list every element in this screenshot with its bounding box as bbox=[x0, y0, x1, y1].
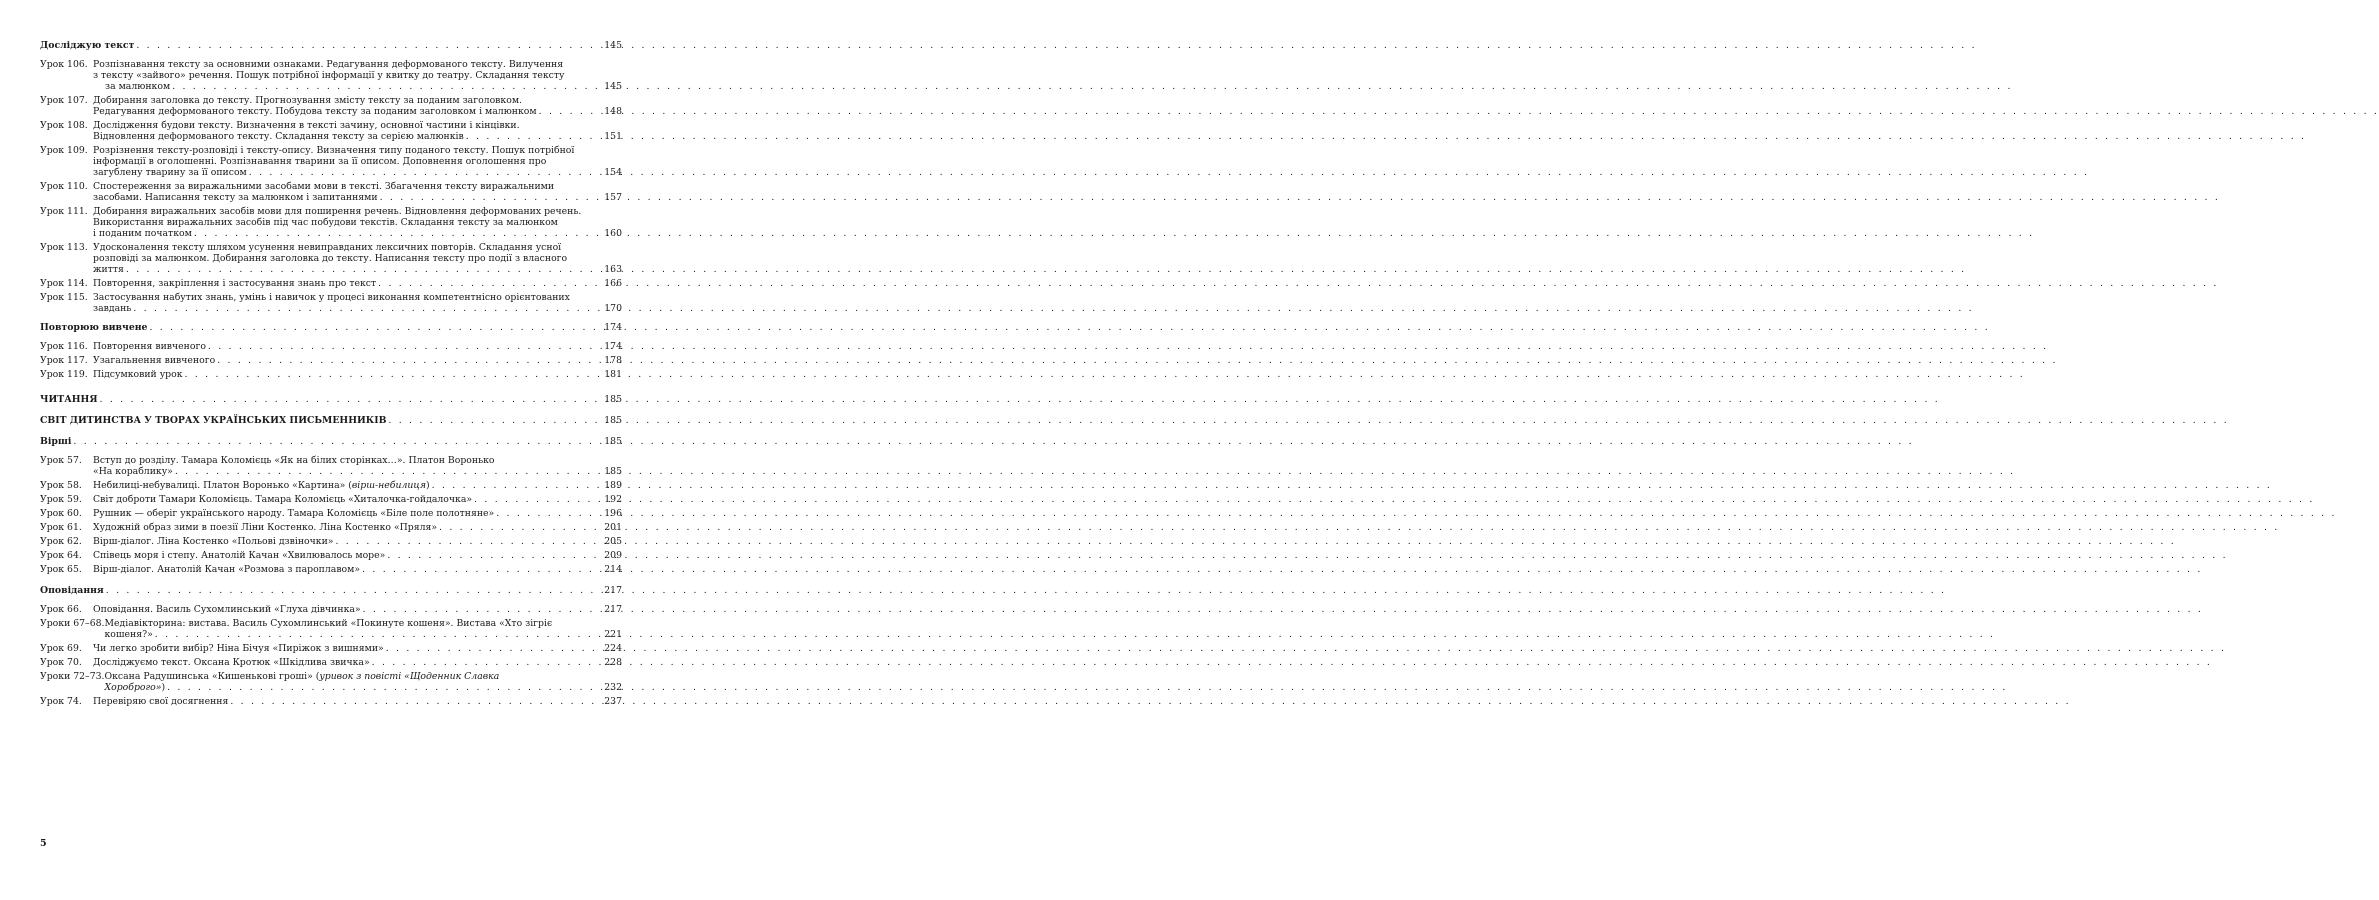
entry-last-line bbox=[93, 466, 622, 477]
entry-last-line bbox=[105, 629, 623, 640]
toc-entry bbox=[40, 292, 622, 314]
entry-body bbox=[93, 494, 622, 505]
lesson-label: Урок 119. bbox=[40, 369, 88, 380]
entry-last-line bbox=[93, 264, 622, 275]
toc-entry bbox=[40, 618, 622, 640]
entry-text-line: Оповідання. Василь Сухомлинський «Глуха дівчинка» bbox=[93, 604, 361, 615]
toc-entry bbox=[40, 341, 622, 352]
entry-body bbox=[93, 120, 622, 142]
page-number: 5 bbox=[40, 838, 47, 849]
toc-heading bbox=[40, 436, 622, 447]
lesson-label: Урок 114. bbox=[40, 278, 88, 289]
page-ref: 224 bbox=[604, 643, 622, 654]
page-ref: 181 bbox=[604, 369, 622, 380]
toc-entry bbox=[40, 522, 622, 533]
leader-dots bbox=[464, 131, 604, 142]
lesson-label: Уроки 72–73. bbox=[40, 671, 105, 682]
entry-text-line: життя bbox=[93, 264, 124, 275]
section-title: Досліджую текст bbox=[40, 40, 135, 51]
entry-last-line bbox=[93, 192, 622, 203]
leader-dots bbox=[173, 466, 604, 477]
leader-dots bbox=[385, 550, 604, 561]
toc-entry bbox=[40, 671, 622, 693]
entry-text-line: інформації в оголошенні. Розпізнавання тварини за її описом. Доповнення оголошення про bbox=[93, 156, 547, 167]
entry-text-line: загублену тварину за її описом bbox=[93, 167, 247, 178]
toc-heading bbox=[40, 415, 622, 426]
lesson-label: Урок 115. bbox=[40, 292, 88, 303]
entry-body bbox=[93, 536, 622, 547]
page-ref: 145 bbox=[604, 81, 622, 92]
entry-text-line: Розпізнавання тексту за основними ознаками. Редагування деформованого тексту. Вилучення bbox=[93, 59, 564, 70]
toc-entry bbox=[40, 508, 622, 519]
toc-entry bbox=[40, 95, 622, 117]
toc-entry bbox=[40, 242, 622, 275]
entry-body bbox=[93, 95, 622, 117]
lesson-label: Урок 61. bbox=[40, 522, 82, 533]
page-ref: 196 bbox=[604, 508, 622, 519]
page-ref: 189 bbox=[604, 480, 622, 491]
entry-body bbox=[93, 341, 622, 352]
entry-last-line bbox=[93, 228, 622, 239]
entry-last-line bbox=[93, 696, 622, 707]
toc-heading bbox=[40, 322, 622, 333]
toc-entry bbox=[40, 550, 622, 561]
entry-body bbox=[40, 415, 622, 426]
entry-last-line bbox=[93, 657, 622, 668]
lesson-label: Урок 59. bbox=[40, 494, 82, 505]
leader-dots bbox=[360, 564, 604, 575]
lesson-label: Урок 111. bbox=[40, 206, 88, 217]
entry-text-line: за малюнком bbox=[105, 81, 171, 92]
leader-dots bbox=[386, 415, 604, 426]
entry-body bbox=[93, 604, 622, 615]
page-ref: 160 bbox=[604, 228, 622, 239]
leader-dots bbox=[384, 643, 605, 654]
leader-dots bbox=[333, 536, 604, 547]
toc-entry bbox=[40, 657, 622, 668]
leader-dots bbox=[98, 394, 605, 405]
leader-dots bbox=[437, 522, 604, 533]
entry-text-line: Редагування деформованого тексту. Побудова тексту за поданим заголовком і малюнком bbox=[93, 106, 537, 117]
leader-dots bbox=[124, 264, 604, 275]
leader-dots bbox=[361, 604, 605, 615]
entry-last-line bbox=[93, 303, 622, 314]
page-ref: 166 bbox=[604, 278, 622, 289]
leader-dots bbox=[228, 696, 604, 707]
entry-text-line: Вступ до розділу. Тамара Коломієць «Як на білих сторінках…». Платон Воронько bbox=[93, 455, 495, 466]
entry-body bbox=[40, 585, 622, 596]
lesson-label: Урок 110. bbox=[40, 181, 88, 192]
leader-dots bbox=[104, 585, 604, 596]
entry-last-line bbox=[93, 131, 622, 142]
entry-last-line bbox=[40, 322, 622, 333]
lesson-label: Урок 109. bbox=[40, 145, 88, 156]
page-ref: 178 bbox=[604, 355, 622, 366]
entry-body bbox=[93, 145, 622, 178]
toc-entry bbox=[40, 455, 622, 477]
entry-body bbox=[93, 206, 622, 239]
leader-dots bbox=[370, 657, 605, 668]
entry-body bbox=[93, 657, 622, 668]
leader-dots bbox=[165, 682, 604, 693]
entry-text-line: Підсумковий урок bbox=[93, 369, 183, 380]
entry-text-line: Досліджуємо текст. Оксана Кротюк «Шкідлива звичка» bbox=[93, 657, 370, 668]
toc-entry bbox=[40, 564, 622, 575]
toc-entry bbox=[40, 355, 622, 366]
lesson-label: Урок 57. bbox=[40, 455, 82, 466]
entry-text-line: Удосконалення тексту шляхом усунення невиправданих лексичних повторів. Складання усної bbox=[93, 242, 562, 253]
page-ref: 151 bbox=[604, 131, 622, 142]
page-ref: 157 bbox=[604, 192, 622, 203]
toc-entry bbox=[40, 120, 622, 142]
entry-body bbox=[93, 550, 622, 561]
entry-last-line bbox=[93, 536, 622, 547]
lesson-label: Урок 108. bbox=[40, 120, 88, 131]
page-ref: 148 bbox=[604, 106, 622, 117]
page-ref: 163 bbox=[604, 264, 622, 275]
lesson-label: Урок 65. bbox=[40, 564, 82, 575]
entry-last-line bbox=[40, 436, 622, 447]
lesson-label: Урок 116. bbox=[40, 341, 88, 352]
toc-heading bbox=[40, 40, 622, 51]
entry-last-line bbox=[93, 369, 622, 380]
entry-last-line bbox=[40, 585, 622, 596]
entry-body bbox=[93, 59, 622, 92]
entry-body bbox=[93, 369, 622, 380]
page-ref: 205 bbox=[604, 536, 622, 547]
entry-last-line bbox=[93, 355, 622, 366]
lesson-label: Урок 107. bbox=[40, 95, 88, 106]
entry-text-line: Відновлення деформованого тексту. Складання тексту за серією малюнків bbox=[93, 131, 464, 142]
entry-text-line: Світ доброти Тамари Коломієць. Тамара Коломієць «Хиталочка-гойдалочка» bbox=[93, 494, 473, 505]
entry-text-line: Вірш-діалог. Ліна Костенко «Польові дзвіночки» bbox=[93, 536, 334, 547]
entry-body bbox=[93, 355, 622, 366]
page-ref: 174 bbox=[604, 341, 622, 352]
lesson-label: Урок 74. bbox=[40, 696, 82, 707]
entry-text-line: Оксана Радушинська «Кишенькові гроші» (уривок з повісті «Щоденник Славка bbox=[104, 671, 500, 682]
toc-entry bbox=[40, 59, 622, 92]
entry-last-line bbox=[40, 415, 622, 426]
toc-heading bbox=[40, 585, 622, 596]
page-ref: 214 bbox=[604, 564, 622, 575]
entry-body bbox=[93, 292, 622, 314]
page-ref: 170 bbox=[604, 303, 622, 314]
toc-entry bbox=[40, 494, 622, 505]
toc-entry bbox=[40, 206, 622, 239]
entry-body bbox=[40, 394, 622, 405]
section-title: ЧИТАННЯ bbox=[40, 394, 98, 405]
entry-body bbox=[93, 480, 622, 491]
entry-text-line: Застосування набутих знань, умінь і навичок у процесі виконання компетентнісно орієнтованих bbox=[93, 292, 570, 303]
leader-dots bbox=[131, 303, 604, 314]
entry-last-line bbox=[40, 394, 622, 405]
page-ref: 232 bbox=[604, 682, 622, 693]
entry-text-line: Співець моря і степу. Анатолій Качан «Хвилювалось море» bbox=[93, 550, 386, 561]
entry-body bbox=[93, 181, 622, 203]
lesson-label: Уроки 67–68. bbox=[40, 618, 105, 629]
entry-body bbox=[40, 436, 622, 447]
entry-text-line: Небилиці-небувалиці. Платон Воронько «Картина» (вірш-небилиця) bbox=[93, 480, 430, 491]
entry-text-line: «На кораблику» bbox=[93, 466, 173, 477]
entry-last-line bbox=[93, 604, 622, 615]
entry-last-line bbox=[93, 81, 622, 92]
section-title: Повторюю вивчене bbox=[40, 322, 148, 333]
entry-text-line: Художній образ зими в поезії Ліни Костенко. Ліна Костенко «Пряля» bbox=[93, 522, 438, 533]
leader-dots bbox=[206, 341, 604, 352]
entry-last-line bbox=[93, 643, 622, 654]
lesson-label: Урок 60. bbox=[40, 508, 82, 519]
entry-text-line: розповіді за малюнком. Добирання заголовка до тексту. Написання тексту про події з власного bbox=[93, 253, 568, 264]
page-ref: 217 bbox=[604, 585, 622, 596]
page-ref: 228 bbox=[604, 657, 622, 668]
entry-body bbox=[93, 643, 622, 654]
lesson-label: Урок 58. bbox=[40, 480, 82, 491]
entry-last-line bbox=[93, 278, 622, 289]
lesson-label: Урок 69. bbox=[40, 643, 82, 654]
entry-body bbox=[105, 671, 623, 693]
entry-last-line bbox=[93, 106, 622, 117]
entry-body bbox=[93, 696, 622, 707]
entry-last-line bbox=[93, 494, 622, 505]
entry-text-line: Перевіряю свої досягнення bbox=[93, 696, 229, 707]
entry-body bbox=[105, 618, 623, 640]
entry-text-line: Використання виражальних засобів під час побудови текстів. Складання тексту за малюнком bbox=[93, 217, 558, 228]
toc-entry bbox=[40, 604, 622, 615]
leader-dots bbox=[472, 494, 604, 505]
entry-last-line bbox=[93, 522, 622, 533]
entry-text-line: завдань bbox=[93, 303, 132, 314]
toc-heading bbox=[40, 394, 622, 405]
entry-text-line: Добирання заголовка до тексту. Прогнозування змісту тексту за поданим заголовком. bbox=[93, 95, 523, 106]
entry-text-line: Розрізнення тексту-розповіді і тексту-опису. Визначення типу поданого тексту. Пошук потрібної bbox=[93, 145, 575, 156]
page-ref: 185 bbox=[604, 415, 622, 426]
page-ref: 217 bbox=[604, 604, 622, 615]
page-ref: 174 bbox=[604, 322, 622, 333]
entry-body bbox=[93, 455, 622, 477]
entry-body bbox=[40, 40, 622, 51]
entry-text-line: Медіавікторина: вистава. Василь Сухомлинський «Покинуте кошеня». Вистава «Хто зігріє bbox=[104, 618, 553, 629]
leader-dots bbox=[378, 192, 605, 203]
entry-text-line: Добирання виражальних засобів мови для поширення речень. Відновлення деформованих речень. bbox=[93, 206, 582, 217]
toc-entry bbox=[40, 278, 622, 289]
lesson-label: Урок 66. bbox=[40, 604, 82, 615]
entry-body bbox=[93, 522, 622, 533]
page-ref: 192 bbox=[604, 494, 622, 505]
page-ref: 154 bbox=[604, 167, 622, 178]
leader-dots bbox=[71, 436, 604, 447]
leader-dots bbox=[153, 629, 604, 640]
page-ref: 145 bbox=[604, 40, 622, 51]
entry-body bbox=[40, 322, 622, 333]
entry-text-line: Узагальнення вивченого bbox=[93, 355, 216, 366]
page-ref: 201 bbox=[604, 522, 622, 533]
toc-entry bbox=[40, 369, 622, 380]
entry-text-line: Хороброго») bbox=[104, 682, 166, 693]
entry-body bbox=[93, 242, 622, 275]
leader-dots bbox=[147, 322, 604, 333]
lesson-label: Урок 117. bbox=[40, 355, 88, 366]
page-ref: 185 bbox=[604, 436, 622, 447]
entry-last-line bbox=[93, 508, 622, 519]
toc-entry bbox=[40, 145, 622, 178]
page-ref: 185 bbox=[604, 394, 622, 405]
leader-dots bbox=[537, 106, 605, 117]
section-title: СВІТ ДИТИНСТВА У ТВОРАХ УКРАЇНСЬКИХ ПИСЬМЕННИКІВ bbox=[40, 415, 387, 426]
entry-text-line: і поданим початком bbox=[93, 228, 192, 239]
lesson-label: Урок 64. bbox=[40, 550, 82, 561]
section-title: Оповідання bbox=[40, 585, 104, 596]
lesson-label: Урок 113. bbox=[40, 242, 88, 253]
leader-dots bbox=[134, 40, 604, 51]
lesson-label: Урок 62. bbox=[40, 536, 82, 547]
page-ref: 237 bbox=[604, 696, 622, 707]
entry-body bbox=[93, 278, 622, 289]
entry-text-line: Повторення, закріплення і застосування знань про текст bbox=[93, 278, 377, 289]
entry-text-line: засобами. Написання тексту за малюнком і запитаннями bbox=[93, 192, 378, 203]
entry-text-line: Повторення вивченого bbox=[93, 341, 206, 352]
entry-last-line bbox=[40, 40, 622, 51]
leader-dots bbox=[376, 278, 604, 289]
page-ref: 221 bbox=[604, 629, 622, 640]
entry-text-line: Дослідження будови тексту. Визначення в тексті зачину, основної частини і кінцівки. bbox=[93, 120, 520, 131]
entry-text-line: Вірш-діалог. Анатолій Качан «Розмова з пароплавом» bbox=[93, 564, 361, 575]
entry-text-line: Чи легко зробити вибір? Ніна Бічуя «Пиріжок з вишнями» bbox=[93, 643, 384, 654]
lesson-label: Урок 106. bbox=[40, 59, 88, 70]
section-title: Вірші bbox=[40, 436, 72, 447]
toc-entry bbox=[40, 480, 622, 491]
entry-body bbox=[93, 508, 622, 519]
entry-text-line: Спостереження за виражальними засобами мови в тексті. Збагачення тексту виражальними bbox=[93, 181, 555, 192]
toc-entry bbox=[40, 643, 622, 654]
entry-last-line bbox=[93, 341, 622, 352]
entry-body bbox=[93, 564, 622, 575]
leader-dots bbox=[494, 508, 604, 519]
toc-entry bbox=[40, 536, 622, 547]
leader-dots bbox=[430, 480, 605, 491]
leader-dots bbox=[183, 369, 605, 380]
page-ref: 209 bbox=[604, 550, 622, 561]
entry-text-line: Рушник — оберіг українського народу. Тамара Коломієць «Біле поле полотняне» bbox=[93, 508, 495, 519]
leader-dots bbox=[247, 167, 604, 178]
entry-last-line bbox=[105, 682, 623, 693]
leader-dots bbox=[170, 81, 604, 92]
toc-entry bbox=[40, 696, 622, 707]
page-ref: 185 bbox=[604, 466, 622, 477]
entry-text-line: кошеня?» bbox=[104, 629, 153, 640]
table-of-contents bbox=[40, 40, 622, 710]
leader-dots bbox=[215, 355, 604, 366]
entry-last-line bbox=[93, 480, 622, 491]
toc-entry bbox=[40, 181, 622, 203]
entry-last-line bbox=[93, 550, 622, 561]
entry-last-line bbox=[93, 564, 622, 575]
entry-text-line: з тексту «зайвого» речення. Пошук потрібної інформації у квитку до театру. Складання тексту bbox=[93, 70, 565, 81]
lesson-label: Урок 70. bbox=[40, 657, 82, 668]
entry-last-line bbox=[93, 167, 622, 178]
leader-dots bbox=[192, 228, 604, 239]
